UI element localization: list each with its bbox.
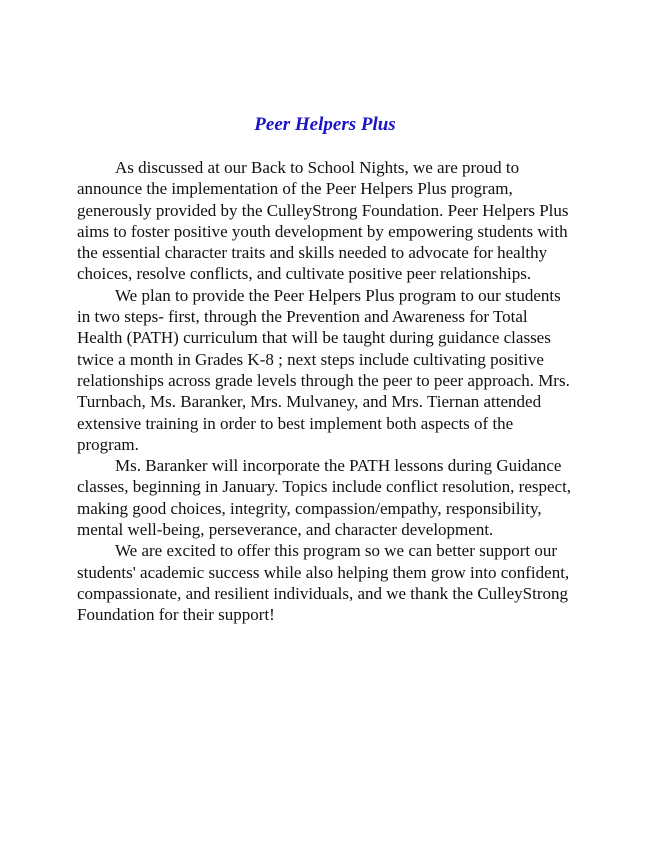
paragraph-closing: We are excited to offer this program so we can better support our students' academic success while also helping them grow into confident, compassionate, and resilient individuals, and we thank the CulleyStrong Foundation for their support! [77,541,570,625]
paragraph-lessons: Ms. Baranker will incorporate the PATH lessons during Guidance classes, beginning in January. Topics include conflict resolution, respect, making good choices, integrity, compassion/empathy, responsibility, mental well-being, perseverance, and character development. [77,456,572,540]
page-title: Peer Helpers Plus [254,114,396,135]
paragraph-intro: As discussed at our Back to School Nights, we are proud to announce the implementation of the Peer Helpers Plus program, generously provided by the CulleyStrong Foundation. Peer Helpers Plus aims to foster positive youth development by empowering students with the essential character traits and skills needed to advocate for healthy choices, resolve conflicts, and cultivate positive peer relationships. [77,158,569,284]
paragraph-plan: We plan to provide the Peer Helpers Plus program to our students in two steps- first, through the Prevention and Awareness for Total Health (PATH) curriculum that will be taught during guidance classes twice a month in Grades K-8 ; next steps include cultivating positive relationships across grade levels through the peer to peer approach. Mrs. Turnbach, Ms. Baranker, Mrs. Mulvaney, and Mrs. Tiernan attended extensive training in order to best implement both aspects of the program. [77,285,570,454]
document-body [77,157,577,626]
